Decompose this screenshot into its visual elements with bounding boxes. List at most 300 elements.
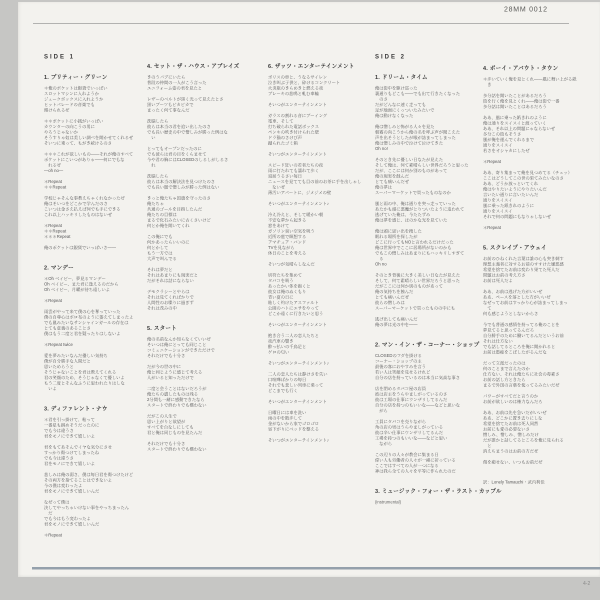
lyric-block <box>147 386 269 408</box>
lyric-line: 賭けられるぜ <box>44 107 70 113</box>
lyric-line: Oh no <box>375 261 387 267</box>
lyric-line: 二度と会うことはないだろうが <box>147 386 207 391</box>
lyric-block <box>483 460 600 466</box>
lyric-line: だがこの人生で <box>147 413 177 419</box>
lyric-line: それで何の問題にもなりゃしないぜ <box>483 214 552 219</box>
lyric-line: でも今はもう変わったよ <box>44 516 91 521</box>
lyric-line: そうじゃないことを君は教えてくれる <box>44 369 117 375</box>
lyric-line: そうすりゃ奴は美しい調べを聞かせてくれるぜ <box>44 135 134 140</box>
lyric-block <box>483 115 600 154</box>
track-title: 1. プリティー・グリーン <box>44 74 108 81</box>
lyric-line: 神は我ら全ての人々を平等に作られたのだ <box>375 468 456 474</box>
lyric-line: それでも悲しい列車に乗って <box>268 382 324 388</box>
track-title: 4. セット・ザ・ハウス・アブレイズ <box>147 63 240 70</box>
lyric-line: 二人の恋人たちは静けさを失い <box>268 371 328 377</box>
lyric-line: ＊＊ポケットに小銭がいっぱい <box>44 118 104 124</box>
lyric-line: この辺りの人々が教会に集まる日 <box>375 452 439 457</box>
lyric-line: 打ち破られた電話ボックス <box>268 124 319 129</box>
lyric-line: 希望を捨てたお前は変わり果てた死人だ <box>483 267 560 272</box>
lyric-line: でも今は違うさ <box>44 455 74 461</box>
lyric-line: 俺は憎しみと怖がる人々を見た <box>375 124 435 129</box>
lyric-block <box>268 163 386 196</box>
lyric-block <box>483 289 600 317</box>
lyric-line: どこに行ってもNOと言われるだけだった <box>375 239 454 245</box>
lyric-line: まるで外国の言葉を使ってるみたいだぜ <box>483 382 560 388</box>
track-title: 2. マンデー <box>44 265 74 271</box>
lyric-line: とってもオープンだったのに <box>147 146 202 151</box>
lyric-block <box>375 124 495 152</box>
lyric-line: スロットマシンに入れようか <box>44 91 100 96</box>
lyric-line: ＊君を引っ掛けて、粘って <box>44 417 95 422</box>
lyric-line: 若い人は笑顔を見せるけれど <box>375 369 431 375</box>
lyric-line: 2分間も一緒に感動できたなら <box>147 397 205 402</box>
lyric-line: Oh ベイビー、また君に逢えるのだから <box>44 281 119 287</box>
lyric-line: とても痛いんだぜ <box>375 179 410 184</box>
lyric-line: と <box>483 443 492 448</box>
lyric-line: あったかい体を抱くと <box>268 283 311 289</box>
lyric-line: 最後の客におやすみを言う <box>375 364 427 369</box>
lyric-line: 休日のことを考える <box>268 250 307 256</box>
lyric-block <box>375 157 495 196</box>
bottom-rule <box>32 567 600 570</box>
lyric-line: ああ、お前は先を急いだがいいぜ <box>483 410 547 415</box>
lyric-line: ああ、寄り集まって俺を見つめてる（チェッ） <box>483 170 572 175</box>
lyric-line: 若さをオシャカにしたぜ <box>483 148 530 153</box>
lyric-line: だ <box>44 510 53 516</box>
lyric-line: 夢見てると思ってるんだろ <box>483 327 535 333</box>
lyric-line: カウンターの向こうの男に <box>44 124 95 129</box>
track-title: 5. スクレイプ・アウェイ <box>483 245 547 251</box>
lyric-block <box>483 93 600 110</box>
lyric-line: 俺の現実を蝕んだ <box>375 173 410 179</box>
lyric-line: 裏通りもどこも――でも出て行きたくなった <box>375 91 461 96</box>
lyric-line: 工員にタバコを売りながら <box>375 419 426 424</box>
lyric-line: 俺の気持ちを蝕んだ <box>375 289 414 294</box>
lyric-line: それは仕方ない <box>483 338 513 344</box>
lyric-line: スタートで終わりでも構わない <box>147 446 207 452</box>
lyric-line: 日曜日には車を洗い <box>268 410 307 415</box>
lyric-block <box>147 146 269 168</box>
lyric-column-2 <box>147 62 269 458</box>
lyric-line: 街を行く俺を見とくれ――俺は街で一番 <box>483 98 560 104</box>
lyric-line: あたかも頭に悪魔がとりついたように追われて <box>375 206 465 212</box>
lyric-line: 僕が自分勝手な人間だと <box>44 358 91 364</box>
lyric-block <box>483 394 600 405</box>
lyric-line: ガソリン臭い空気を吸う <box>268 228 315 234</box>
lyric-line: ＊Repeat <box>44 298 62 303</box>
lyric-line: そして、何て素晴らしい世界だろうと思った <box>375 278 460 283</box>
lyric-line: でも長い闇で憎しみが勝った例はない <box>147 184 220 190</box>
lyric-block <box>375 201 495 223</box>
lyric-line: 眠れる場所を探したが <box>375 234 418 239</box>
lyric-block <box>268 438 386 444</box>
lyric-line: 仕方ない、それは俺たちに社会の毒素さ <box>483 371 560 377</box>
lyric-line: 俺は通りをスイスイと渡っていく <box>483 120 547 126</box>
lyric-line: だがそれは話にならない <box>147 278 194 283</box>
lyric-line: ガラスの割れる音にブーイング <box>268 113 328 118</box>
lyric-line: 多分話は聞いたことはあるだろう <box>483 104 547 109</box>
lyric-line: ああ、それ以上の問題にゃならないぜ <box>483 126 555 131</box>
lyric-line: とても痛いんだぜ <box>375 294 410 300</box>
lyric-block <box>375 419 495 447</box>
lyric-line: 大声で叫んでる <box>147 256 177 261</box>
lyric-line: 君をモノにできて嬉しいんだ <box>44 488 100 494</box>
lyric-block <box>147 174 269 191</box>
lyric-line: 窓をあけて <box>268 223 290 228</box>
lyric-line: 彼らの憎しみは <box>375 300 405 305</box>
lyric-line: コミュニケーションができただけで <box>147 347 215 353</box>
lyric-line: ＊俺のポケットは銀貨でいっぱい <box>44 85 108 91</box>
lyric-block <box>147 234 269 262</box>
lyric-line: そいつがエンターテインメント <box>268 322 327 327</box>
lyric-line: お前の話し方ときたら <box>483 377 526 382</box>
lyric-line: 憎しみ、憎しみ、憎しみだけ <box>483 432 539 437</box>
lyric-line: ながら <box>375 441 393 446</box>
lyric-line: 抱き合う二人の恋人たちと <box>268 333 320 338</box>
lyric-line: それは見てくればかりで <box>147 294 194 300</box>
lyric-line: 俺はそいつをどこかで学んだのさ <box>44 201 108 206</box>
track <box>147 62 269 311</box>
track <box>375 487 502 505</box>
lyric-line: 問題はお前の考え方さ <box>483 272 526 278</box>
lyric-line: そいつがエンターテインメント♪ <box>268 437 330 443</box>
lyric-block <box>147 75 269 92</box>
lyric-line: 僕の自尊心はボロ布のように萎えてしまったよ <box>44 314 134 320</box>
lyric-block <box>268 399 386 405</box>
lyric-column-5 <box>483 64 600 485</box>
lyric-line: ドラ猫のさけび声 <box>268 135 303 140</box>
lyric-line: き <box>483 82 492 87</box>
lyric-line: 君と俺は同じものを見たんだ <box>147 430 203 435</box>
lyric-block <box>268 152 386 158</box>
track-title: 4. ボーイ・アバウト・タウン <box>483 65 559 72</box>
lyric-block <box>268 262 386 268</box>
lyric-line: 俺と同じように感じて考える <box>147 369 203 375</box>
lyric-line: でも今は違うさ <box>44 428 74 433</box>
lyric-line: ＊＊＊Repeat <box>44 234 71 239</box>
lyric-line: ああ、どうか放っといてくれ <box>483 181 539 186</box>
lyric-line: 傷を癒せない、いつもお前だぜ <box>483 459 543 465</box>
lyric-line: 工場を持つのもいいな――などと思い <box>375 435 448 441</box>
lyric-block <box>268 212 386 256</box>
lyric-line: これ以上ハッキリしたものはないぜ <box>44 212 113 217</box>
lyric-line: 俺は頭に思い出を捜した <box>375 228 422 234</box>
lyric-line: 俺は街中を駆け巡った <box>375 85 418 91</box>
lyric-line: その両方を捨てることはできないよ <box>44 477 113 483</box>
side-label: SIDE 2 <box>375 53 407 60</box>
lyric-line: れるぜ <box>44 162 61 168</box>
lyric-block <box>268 372 386 394</box>
page-marker: 4-2 <box>583 581 591 587</box>
lyric-block <box>375 353 495 381</box>
lyric-line: TVを見ながら <box>268 245 295 250</box>
lyric-block <box>147 289 269 311</box>
lyric-line: でも嵐みたいなサンシャインガールの存在は <box>44 320 129 325</box>
lyric-line: 彼らは本当の解決法を見つけたのさ <box>147 179 216 184</box>
lyric-line: がら <box>375 408 388 413</box>
lyric-line: 普段の仲間の一人がこう言った <box>147 80 207 85</box>
lyric-line: ゲロの匂い <box>268 349 290 355</box>
lyric-line: ＊Repeat <box>44 532 62 538</box>
lyric-block <box>483 256 600 284</box>
lyric-line: やろうじゃないか <box>44 129 79 135</box>
lyric-line: そのとき背後に大きく美しい日なたが見えた <box>375 272 461 278</box>
lyric-line: 昼下がりにベッドを整える <box>268 426 320 432</box>
lyric-line: 何とか俺を聞いてくれ <box>147 223 190 228</box>
lyric-block <box>483 170 600 220</box>
lyric-line: 洗脳したら <box>147 173 169 179</box>
lyric-line: いよ <box>44 386 57 391</box>
lyric-block <box>483 322 600 355</box>
lyric-block <box>483 225 600 231</box>
lyric-line: ＊Repeat <box>44 179 62 184</box>
lyric-line: 雨に打たれても濡れて歩く <box>268 168 320 173</box>
track-title: 3. ミュージック・フォー・ザ・ラスト・カップル <box>375 488 502 495</box>
lyric-line: ＊Repeat <box>483 159 501 164</box>
lyric-line: すべてを台なしにしても <box>147 424 194 430</box>
lyric-line: 泣き叫ぶ子供と、砕けるコンクリート <box>268 80 341 85</box>
lyric-line: どこまでも行く <box>268 388 298 393</box>
lyric-line: とても意義のあることさ <box>44 325 91 331</box>
lyric-line: ＊Oh ベイビー、夢見るマンデー <box>44 276 106 281</box>
lyric-line: だが誰かと話してるところを俺に見られる <box>483 437 564 443</box>
lyric-block <box>268 410 386 432</box>
lyric-line: スーパーマーケットで買ったものの中にも <box>375 305 456 311</box>
lyric-line: 夜汽車の響き <box>268 338 294 344</box>
lyric-line: きっと俺たちゃ国旗を守ったのさ <box>147 195 211 201</box>
side-label: SIDE 1 <box>44 53 76 60</box>
lyric-line: 何かあったらいいのに <box>147 239 190 245</box>
lyric-line: 俺は動けなくなった <box>375 113 414 118</box>
lyric-line: 偉い人も労働者の人々が一緒に祈っている <box>375 457 456 463</box>
lyric-line: そのとき先に優しい日なたが見えた <box>375 157 444 162</box>
lyric-block <box>268 273 386 317</box>
track-title: 2. マン・イン・ザ・コーナー・ショップ <box>375 342 480 348</box>
lyric-line: デモクラシーとやらは <box>147 289 190 294</box>
lyric-line: なぜってお前はすっかり心が詰まってしまっ <box>483 300 568 305</box>
track <box>483 64 600 231</box>
lyric-block <box>375 317 495 328</box>
lyric-line: 火炎瓶のきらめきと燃える夜 <box>268 85 324 91</box>
lyric-line: 雨の中を散歩して <box>268 415 303 421</box>
lyric-line: お前は死人だよ <box>483 278 513 283</box>
lyric-line: この俺にでも <box>147 234 173 239</box>
lyric-line: ないぜ <box>268 184 286 190</box>
lyric-block <box>483 410 600 454</box>
lyric-line: 薄汚いアパートに、ジメジメの壁 <box>268 190 332 195</box>
lyric-block <box>147 119 269 141</box>
track-title: 1. ドリーム・タイム <box>375 74 428 81</box>
lyric-line: 近所の庭で瞑想する <box>268 234 307 239</box>
lyric-block <box>375 386 495 414</box>
lyric-line: れ <box>147 162 156 168</box>
lyric-line: まったく何て事なんだ <box>147 107 190 113</box>
lyric-line: 風が俺を運んでくれるまで <box>483 137 535 142</box>
lyric-line: だがここには何か別のものがあって <box>375 283 443 289</box>
lyric-line: ヒットパレードの音楽でも <box>44 102 95 107</box>
lyric-line: そいつに乗って、もがき続けるのさ <box>44 140 112 146</box>
lyric-line: それは茂みの中 <box>147 305 177 311</box>
lyric-line: 通りをスイスイ <box>483 197 513 203</box>
lyric-line: でも話してるところを俺に聞かれると <box>483 344 556 349</box>
lyric-line: でも彼らは君の目をくらませて <box>147 151 207 157</box>
lyric-block <box>375 452 495 474</box>
lyric-line: そして俺は、何て素晴らしい世界だろうと思った <box>375 162 469 168</box>
lyric-line: 逃げ出しても痛いんだ <box>375 316 418 322</box>
lyric-line: 彼らは本当の君を追い出したのさ <box>147 124 211 129</box>
lyric-line: ＊Repeat <box>483 225 501 230</box>
lyric-line: 逃げていた俺は、今たたずみ <box>375 212 431 217</box>
lyric-block <box>44 472 169 494</box>
lyric-block <box>268 201 386 207</box>
lyric-line: 彼は辛い仕事にウンザリしてるんだ <box>375 430 444 435</box>
lyric-line: Oh ベイビー、月曜が待ち遠しいよ <box>44 287 111 292</box>
lyric-column-3 <box>268 62 386 449</box>
lyric-line: 公園のハトにエサをやって <box>268 305 319 311</box>
lyric-block <box>147 414 269 436</box>
lyric-line: ジュークボックスに入れようか <box>44 96 104 102</box>
lyric-line: 今でも普通の感情を持ってる俺のことを <box>483 322 560 327</box>
lyric-line: 俺の夢は <box>375 184 393 190</box>
lyric-block <box>268 75 386 97</box>
lyric-block <box>147 196 269 229</box>
lyric-line: 風と雨の中、俺は通りを突っ走っていった <box>375 201 456 206</box>
lyric-block <box>147 97 269 114</box>
lyric-line: 今や君の胸にはCLOSEDのしるしがしるさ <box>147 157 229 162</box>
lyric-line: 理想主義者に対するお前のすすけた嫌悪感 <box>483 261 564 267</box>
lyric-line: レザーのベルトが黒く光って見えたとさ <box>147 96 224 102</box>
lyric-line: ＊＊Repeat <box>44 228 67 234</box>
lyric-line: ＊＊＊これが欲しいもの――それが俺のすべて <box>44 151 134 157</box>
track <box>147 324 269 452</box>
lyric-line: でも長い歴史の中で憎しみが勝った例はな <box>147 129 228 135</box>
lyric-line: お前が欲しいのは権力なんだろ <box>483 399 543 404</box>
lyric-line: そいつは俺にとっても同じこと <box>147 342 207 347</box>
translator-credit: 訳：Lonely Tamauchi・武内利佳 <box>483 479 545 485</box>
lyric-line: コーナー・ショップの主 <box>375 358 422 364</box>
lyric-line: 人がいると知っただけで <box>147 375 194 380</box>
lyric-line: ブレーキの悲鳴と軋む車輪 <box>268 91 319 96</box>
lyric-line: 俺の名前なんか知らなくていいぜ <box>147 336 211 342</box>
lyric-line: こいつは金さえ払えば何でも手にできる <box>44 206 121 212</box>
lyric-block <box>375 229 495 268</box>
lyric-line: 決してやっちゃいけない事をやっちまったん <box>44 505 130 510</box>
lyric-line: 消えちまうのはお前の方だぜ <box>483 448 539 454</box>
lyric-line: ペンキの吹き付けられた壁 <box>268 129 320 135</box>
lyric-line: ポケットにこいつがありゃ――何にでもな <box>44 157 125 162</box>
lyric-line: 俺は憎しみの中で泣けて泣けてきた <box>375 140 444 146</box>
lyric-line: 店を閉めるタバコ屋の店員 <box>375 386 426 391</box>
lyric-line: そいつがエンターテインメント♪ <box>268 201 330 206</box>
lyric-block <box>147 364 269 381</box>
lyric-line: でもこの憎しみはあまりにもハッキリしすぎて <box>375 250 465 256</box>
lyric-line: 切符たちを集めて <box>268 272 303 278</box>
lyric-line: る <box>375 256 384 261</box>
lyric-line: 愛を夢みたいなんだ優しい気持ち <box>44 353 108 358</box>
lyric-line: 思いためらうと <box>44 364 74 369</box>
lyric-line: 共通のゴールを目指したんだ <box>147 206 203 212</box>
lyric-line: タバコを吸う <box>268 278 294 283</box>
lyric-block <box>44 533 169 539</box>
lyric-block <box>44 500 169 528</box>
lyric-block <box>268 333 386 355</box>
lyric-block <box>268 361 386 367</box>
lyric-line: パワーがすべてだと言うのか <box>483 393 539 399</box>
lyric-line: だがどんなに速く走っても <box>375 102 427 107</box>
lyric-line: ここではすべての人が一つになる <box>375 463 439 468</box>
lyric-line: 彼は工場の仕事にウンザリしてるんだ <box>375 397 448 402</box>
lyric-line: スーパーマーケットで買ったものなのか <box>375 190 451 195</box>
lyric-line: Oh no! <box>375 146 388 151</box>
lyric-line: 多分話を聞いたことがあるだろう <box>483 93 547 98</box>
lyric-line: 君をモノにできて嬉しいよ <box>44 461 95 466</box>
lyric-line: 俺は夢を感じ、ほのかな光を見ていた <box>375 217 448 223</box>
track-title: 5. スタート <box>147 325 177 332</box>
lyric-block <box>483 361 600 389</box>
lyric-line: 眩しく灼けたアスファルト <box>268 300 319 305</box>
lyric-line: 希望を捨てたお前は死人同然 <box>483 421 539 426</box>
lyric-line: 何のことまで言えたのか <box>483 366 530 371</box>
lyric-line: 学校じゃそんな事教えちゃくれなかったぜ <box>44 195 125 201</box>
lyric-line: それは夢だと <box>147 267 173 272</box>
lyric-line: ＊Repeat <box>44 223 62 228</box>
lyric-line: 黒いブーツもピカピカで <box>147 102 194 107</box>
lyric-line: 蹴られたゴミ箱 <box>268 140 298 146</box>
lyric-line: 言いたい通りに言いたいんだ <box>483 192 539 197</box>
lyric-line: 俺のポケットは銀貨でいっぱいさ―― <box>44 245 117 250</box>
lyric-line: 角の店の男はうらやましがっている <box>375 424 444 430</box>
lyric-line: 酔っ払いの千鳥足と <box>268 344 307 349</box>
lyric-line: 自分の店を持つのもいいな――などと思いな <box>375 402 461 408</box>
lyric-line: のさ <box>375 96 388 102</box>
lyric-line: どこか遠くに行きたいと思う <box>268 311 324 316</box>
track <box>375 341 495 475</box>
lyric-line: 俺は世界中でここに居場所がないのかも <box>375 245 452 250</box>
lyric-line: お前にも愛の必要ないさ <box>483 426 530 432</box>
lyric-block <box>147 441 269 452</box>
lyric-line: 僕はもう二度と君を疑ったりはしないよ <box>44 331 121 336</box>
lyric-line: 声を出そうとしたが喉が詰まってしまった <box>375 135 456 140</box>
lyric-line: い <box>147 135 156 140</box>
lyric-line: ポリスの車と、うなるサイレン <box>268 74 328 80</box>
lyric-block <box>375 86 495 119</box>
lyric-line: それだけでも十分さ <box>147 353 186 358</box>
lyric-line: 冷え冷えと、そして暖かい朝 <box>268 212 324 217</box>
top-rule <box>33 23 569 24</box>
lyric-line: ああ、どこかに置き去りにしな <box>483 415 543 421</box>
lyric-line: そいつがエンターテインメント <box>268 102 327 107</box>
lyric-line: ああ、ペースを落とした方がいいぜ <box>483 294 551 300</box>
lyric-line: 彼は店主をうらやましがっているのさ <box>375 391 448 397</box>
lyric-line: ―oh no― <box>44 168 64 173</box>
lyric-line: 君をモノにできて嬉しいよ <box>44 433 95 439</box>
lyric-line: そいつが気晴らしなんだ <box>268 261 315 267</box>
lyric-line: ああ、風に乗った紙きれのように <box>483 115 547 120</box>
lyric-line: スピード狂いの若者たちの夜 <box>268 162 324 168</box>
lyric-line: まるで化石みたいに古くさいけど <box>147 217 211 223</box>
lyric-line: 俺たちの目標は <box>147 212 177 217</box>
lyric-block <box>483 77 600 88</box>
lyric-line: 俺はやりたいようにやりたいんだ <box>483 186 547 192</box>
lyric-line: お前のひねくれた言葉は誰の心も突き刺す <box>483 256 564 261</box>
lyric-line: そいつがエンターテインメント <box>268 399 327 404</box>
lyric-line: それはあまりにも現実だと <box>147 272 199 278</box>
lyric-line: 風に乗った紙きれのように <box>483 203 535 208</box>
track-note: (instrumental) <box>375 499 401 505</box>
lyric-line: 俺たちの遺したものは残る <box>147 391 199 397</box>
lyric-line: 何も感じようとしないからさ <box>483 311 539 316</box>
lyric-line: 青い夏の日に <box>268 294 294 300</box>
